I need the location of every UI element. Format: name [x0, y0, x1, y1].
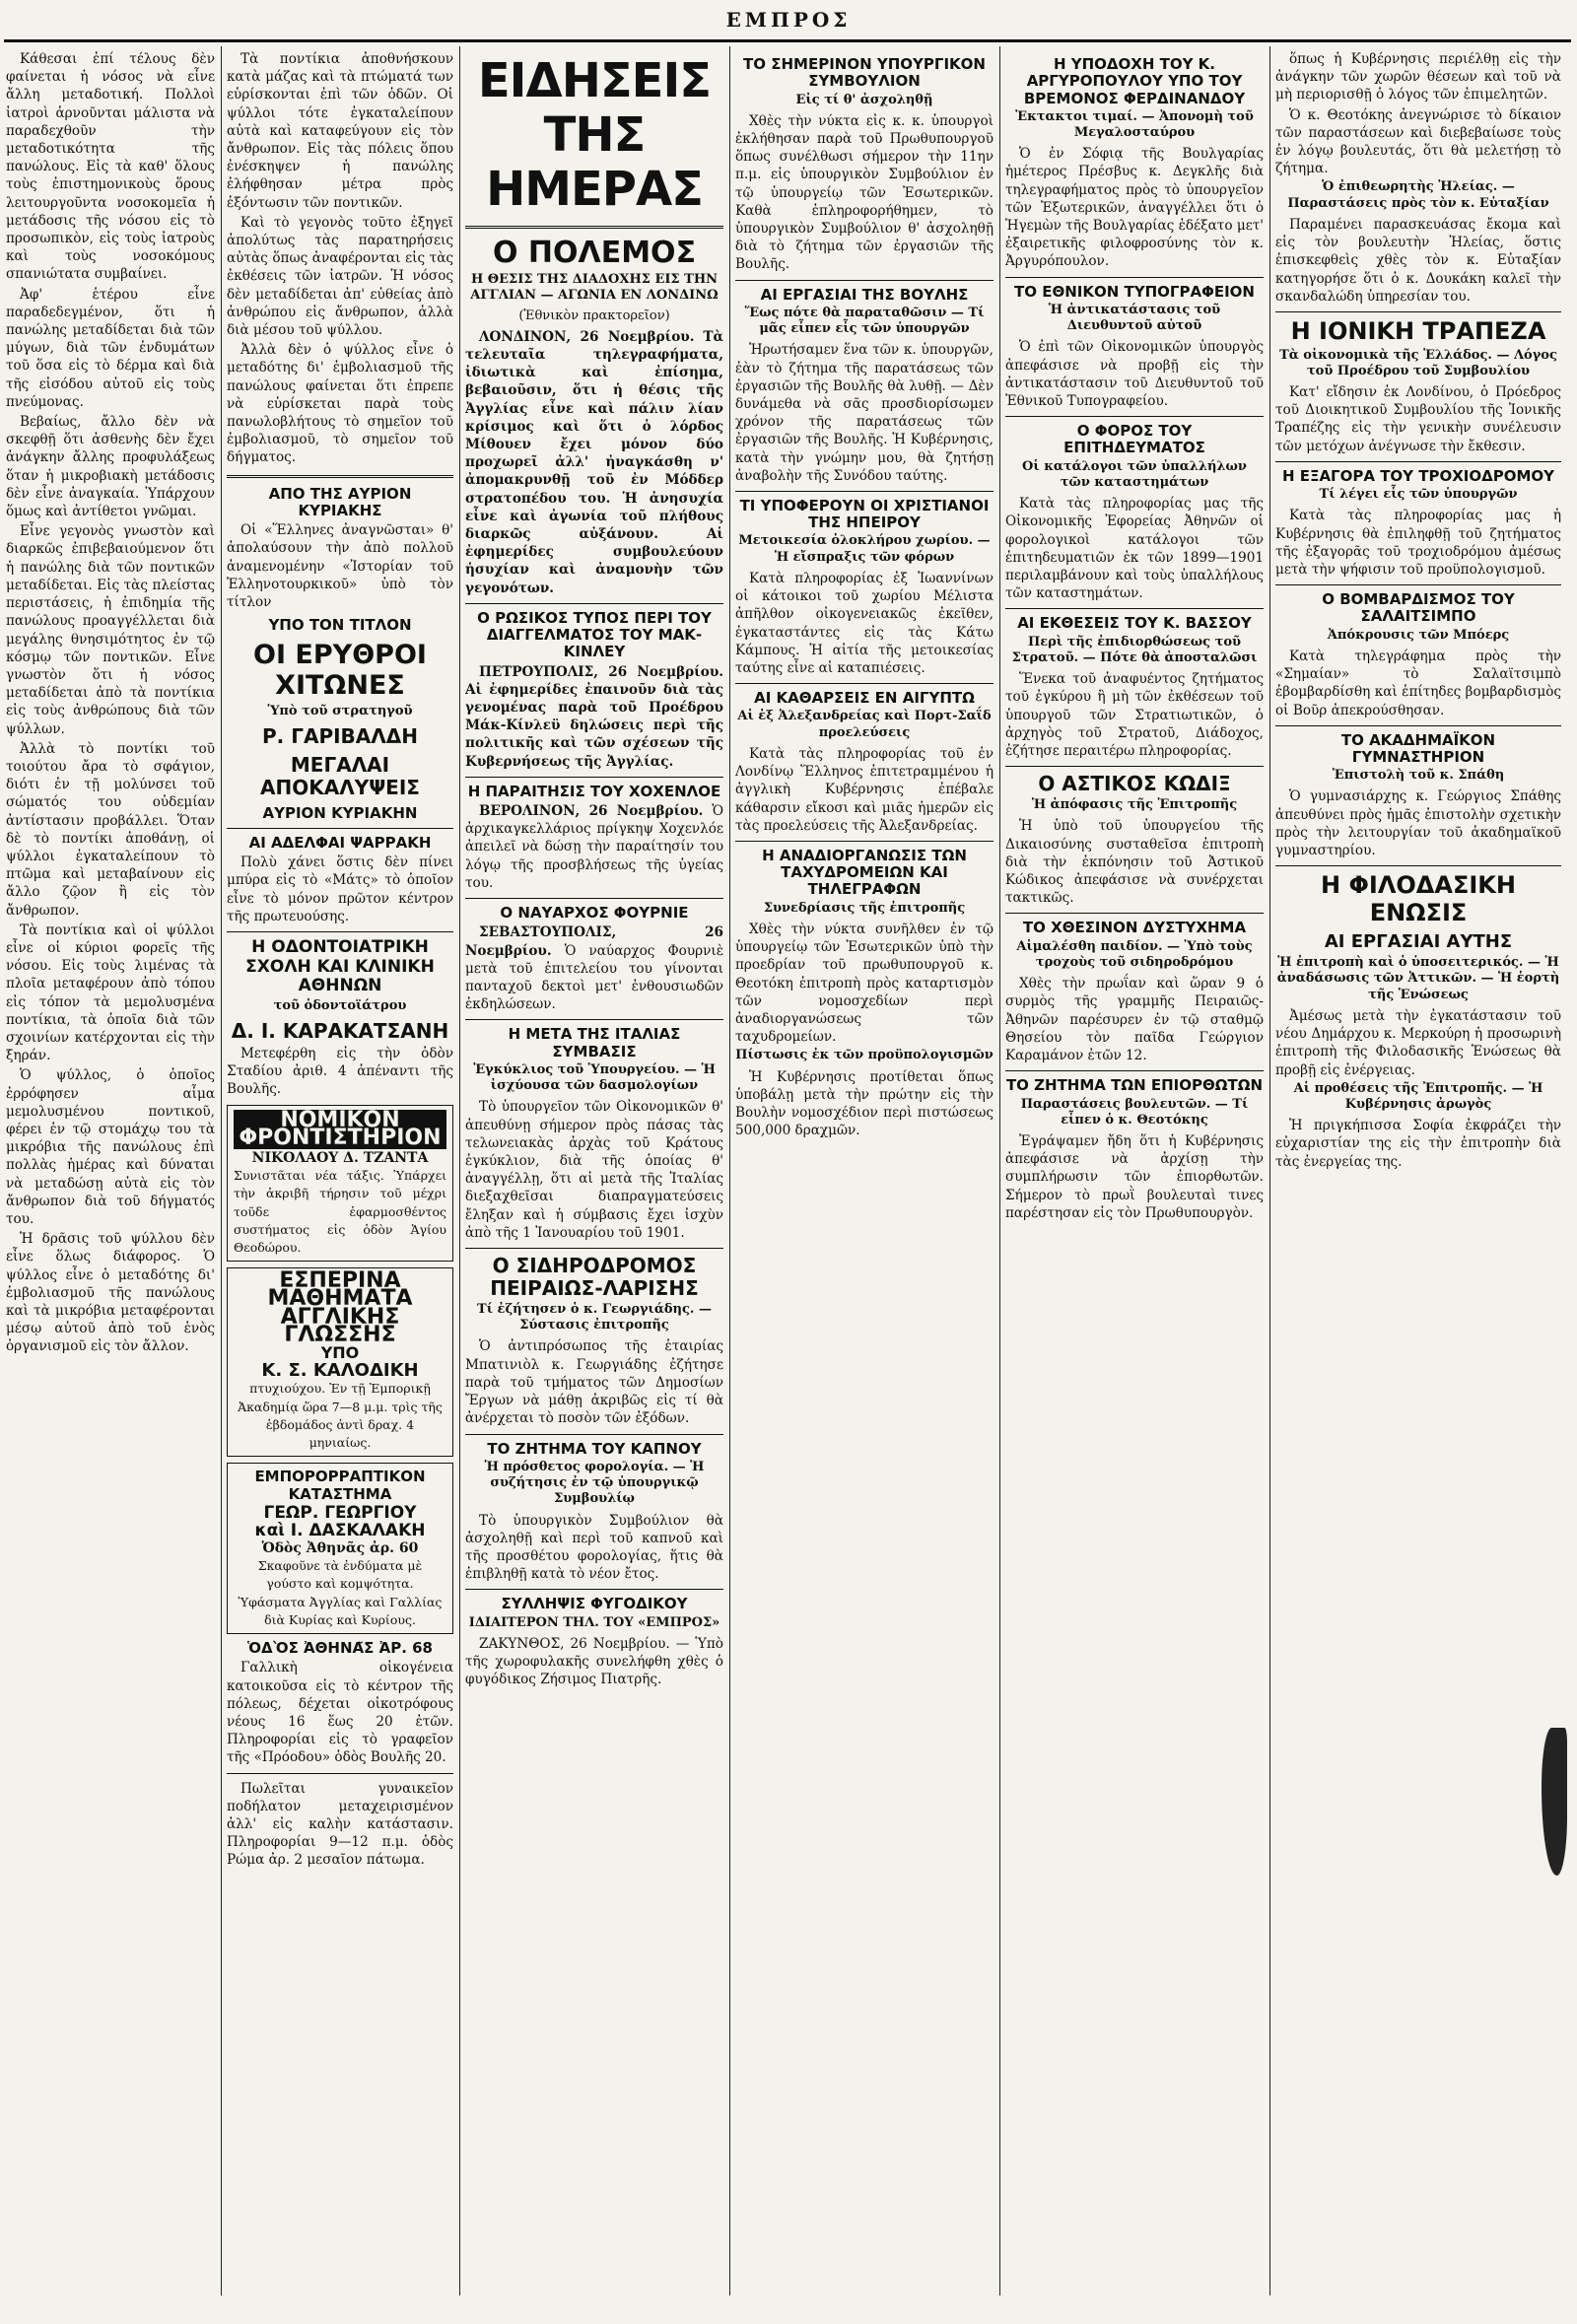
- article-subheading: Παραστάσεις βουλευτῶν. — Τί εἶπεν ὁ κ. Θεοτόκης: [1020, 1096, 1249, 1128]
- article-text: Ὁ ναύαρχος Φουρνιὲ μετὰ τοῦ ἐπιτελείου του γίνονται πανταχοῦ δεκτοὶ μετ' ἐνθουσιωδῶν ἐκδηλώσεων.: [465, 942, 723, 1013]
- ad-box: [227, 1267, 453, 1457]
- ad-heading: Η ΟΔΟΝΤΟΙΑΤΡΙΚΗ ΣΧΟΛΗ ΚΑΙ ΚΛΙΝΙΚΗ ΑΘΗΝΩΝ: [245, 937, 435, 996]
- separator: [465, 1019, 723, 1020]
- column-4: [735, 50, 994, 2291]
- article-subheading: Τὰ οἰκονομικὰ τῆς Ἑλλάδος. — Λόγος τοῦ Προέδρου τοῦ Συμβουλίου: [1279, 347, 1557, 378]
- article-paragraph: Ἀλλὰ τὸ ποντίκι τοῦ τοιούτου ἄρα τὸ σφάγιον, διότι ἐν τῇ μολύνσει τοῦ σώματός του οὐδεμίαν ἀντίστασιν προβάλλει. Ὅταν δὲ τὸ ποντίκι ἀποθάνῃ, οἱ ψύλλοι ἐγκαταλείπουν τὸ πτῶμα καὶ μεταβαίνουν εἰς ἄλλο ζῷον ἢ εἰς τὸν ἄνθρωπον.: [6, 740, 215, 919]
- separator: [735, 280, 994, 281]
- ad-text: Μετεφέρθη εἰς τὴν ὁδὸν Σταδίου ἀριθ. 4 ἀπέναντι τῆς Βουλῆς.: [227, 1045, 453, 1098]
- article-text: Ἡ Κυβέρνησις προτίθεται ὅπως ὑποβάλῃ μετὰ τὴν πρώτην εἰς τὴν Βουλὴν νομοσχέδιον περὶ πιστώσεως 500,000 δραχμῶν.: [735, 1068, 994, 1139]
- article-heading: ΤΙ ΥΠΟΦΕΡΟΥΝ ΟΙ ΧΡΙΣΤΙΑΝΟΙ ΤΗΣ ΗΠΕΙΡΟΥ: [739, 496, 990, 532]
- ad-heading: ὉΔῸΣ ἈΘΗΝΑ͂Σ ἈΡ. 68: [247, 1639, 433, 1658]
- separator: [735, 491, 994, 492]
- separator: [465, 226, 723, 229]
- article-subheading: Η ΘΕΣΙΣ ΤΗΣ ΔΙΑΔΟΧΗΣ ΕΙΣ ΤΗΝ ΑΓΓΛΙΑΝ — ΑΓΩΝΙΑ ΕΝ ΛΟΝΔΙΝΩ: [470, 272, 719, 304]
- article-subheading: Ἐπιστολὴ τοῦ κ. Σπάθη: [1332, 768, 1505, 784]
- article-heading: Η ΑΝΑΔΙΟΡΓΑΝΩΣΙΣ ΤΩΝ ΤΑΧΥΔΡΟΜΕΙΩΝ ΚΑΙ ΤΗΛΕΓΡΑΦΩΝ: [762, 846, 967, 899]
- article-subheading: ΙΔΙΑΙΤΕΡΟΝ ΤΗΛ. ΤΟΥ «ΕΜΠΡΟΣ»: [468, 1614, 720, 1630]
- separator: [465, 1248, 723, 1249]
- article-subheading: Ὁ ἐπιθεωρητὴς Ἠλείας. — Παραστάσεις πρὸς τὸν κ. Εὐταξίαν: [1287, 179, 1549, 211]
- ad-box: [227, 1105, 453, 1263]
- separator: [227, 828, 453, 829]
- separator: [465, 603, 723, 604]
- ad-heading: ΕΣΠΕΡΙΝΑ ΜΑΘΗΜΑΤΑ ΑΓΓΛΙΚΗΣ ΓΛΩΣΣΗΣ: [267, 1268, 413, 1347]
- ad-text: Γαλλικὴ οἰκογένεια κατοικοῦσα εἰς τὸ κέντρον τῆς πόλεως, δέχεται οἰκοτρόφους νέους 16 ἕως 20 ἐτῶν. Πληροφορίαι εἰς τὸ γραφεῖον τῆς «Πρόοδου» ὁδὸς Βουλῆς 20.: [227, 1660, 453, 1766]
- ad-by: ΥΠΟ: [320, 1343, 360, 1363]
- article-subheading: Περὶ τῆς ἐπιδιορθώσεως τοῦ Στρατοῦ. — Πότε θὰ ἀποσταλῶσι: [1011, 634, 1258, 665]
- article-text: Ὁ ἐν Σόφιᾳ τῆς Βουλγαρίας ἡμέτερος Πρέσβυς κ. Δεγκλῆς διὰ τηλεγραφήματος πρὸς τὸ ὑπουργεῖον τῶν Ἐξωτερικῶν, ἀναγγέλλει ὅτι ὁ Ἡγεμὼν τῆς Βουλγαρίας ἐδέξατο μετ' ἐξαιρετικῆς φιλοφροσύνης τὸν κ. Ἀργυρόπουλον.: [1005, 146, 1264, 270]
- article-text: Τὸ ὑπουργεῖον τῶν Οἰκονομικῶν θ' ἀπευθύνῃ σήμερον πρὸς πάσας τὰς τελωνειακὰς ἀρχὰς τοῦ Κράτους ἐγκύκλιον, διὰ τῆς ὁποίας θ' ἀναγγέλλῃ, ὅτι αἱ μετὰ τῆς Ἰταλίας διεξαχθεῖσαι διαπραγματεύσεις ἔληξαν καὶ ἡ σύμβασις ἔχει ἰσχὺν ἀπὸ τῆς 1 Ἰανουαρίου τοῦ 1901.: [465, 1099, 723, 1241]
- article-paragraph: Κάθεσαι ἐπί τέλους δὲν φαίνεται ἡ νόσος νὰ εἶνε ἄλλη μεταδοτική. Πολλοὶ ἰατροὶ ἀρνοῦνται μάλιστα νὰ παραδεχθοῦν τὴν μεταδοτικότητα τῆς πανώλους. Εἰς τὰ καθ' ὅλους τοὺς ἐπιστημονικοὺς ὅρους λειτουργοῦντα νοσοκομεῖα ἡ μετάδοσις τῆς νόσου εἰς τὸ προσωπικὸν, εἰς τοὺς ἰατροὺς καὶ τοὺς νοσοκόμους σπανιώτατα συμβαίνει.: [6, 51, 215, 283]
- ad-heading: ΥΠΟ ΤΟΝ ΤΙΤΛΟΝ: [268, 616, 412, 635]
- newspaper-page: [4, 39, 1571, 2299]
- article-subheading: Οἱ κατάλογοι τῶν ὑπαλλήλων τῶν καταστημάτων: [1022, 458, 1247, 490]
- article-text: Παραμένει παρασκευάσας ἔκομα καὶ εἰς τὸν βουλευτὴν Ἠλείας, ὅστις ἐπισκεφθεὶς χθὲς τὸν κ. Εὐταξίαν κατηγορήσε ὅτι ὁ κ. Δουκάκη καλεῖ τὴν σκανδαλώδη ὑπηρεσίαν του.: [1275, 216, 1561, 305]
- article-text: Ὁ ἐπὶ τῶν Οἰκονομικῶν ὑπουργὸς ἀπεφάσισε νὰ προβῇ εἰς τὴν ἀντικατάστασιν τοῦ Διευθυντοῦ τοῦ Ἐθνικοῦ Τυπογραφείου.: [1005, 339, 1264, 410]
- article-paragraph: Ἀλλὰ δὲν ὁ ψύλλος εἶνε ὁ μεταδότης δι' ἐμβολιασμοῦ τῆς πανώλους φαίνεται ὅτι ἐπρεπε νὰ εὑρίσκεται παρὰ τοὺς πανωλοβλήτους τὸ σημεῖον τοῦ ἐμβολιασμοῦ, τὸ σημεῖον τοῦ δήγματος.: [227, 342, 453, 466]
- separator: [227, 931, 453, 932]
- ad-heading: ΑΙ ΑΔΕΛΦΑΙ ΨΑΡΡΑΚΗ: [248, 834, 432, 853]
- ad-name: Κ. Σ. ΚΑΛΟΔΙΚΗ: [261, 1360, 419, 1382]
- article-heading: Η ΦΙΛΟΔΑΣΙΚΗ ΕΝΩΣΙΣ: [1321, 871, 1516, 926]
- article-text: Κατὰ τὰς πληροφορίας μας τῆς Οἰκονομικῆς Ἐφορείας Ἀθηνῶν οἱ φορολογικοὶ κατάλογοι τῶν ἐπιτηδευματιῶν ἐκ τῶν 1899—1901 περιλαμβάνουν καὶ τοὺς ὑπαλλήλους τῶν καταστημάτων.: [1005, 496, 1264, 602]
- article-text: Ἐγράψαμεν ἤδη ὅτι ἡ Κυβέρνησις ἀπεφάσισε νὰ ἀρχίσῃ τὴν συμπλήρωσιν τῶν ἐπιορθωτῶν. Σήμερον τὸ πρωῒ βουλευταὶ τινες παρέστησαν εἰς τὸν Πρωθυπουργὸν.: [1005, 1133, 1264, 1221]
- serial-title: ΟΙ ΕΡΥΘΡΟΙ ΧΙΤΩΝΕΣ: [253, 640, 427, 702]
- separator: [1005, 277, 1264, 278]
- article-source: (Ἐθνικὸν πρακτορεῖον): [518, 308, 670, 323]
- article-text: Κατ' εἴδησιν ἐκ Λονδίνου, ὁ Πρόεδρος τοῦ Διοικητικοῦ Συμβουλίου τῆς Ἰονικῆς Τραπέζης εἰς τὴν γενικὴν συνέλευσιν τῶν μετόχων ἀνέγνωσε τὴν ἔκθεσιν.: [1275, 384, 1561, 454]
- article-text: Ὁ γυμνασιάρχης κ. Γεώργιος Σπάθης ἀπευθύνει πρὸς ἡμᾶς ἐπιστολὴν σχετικὴν πρὸς τὴν λειτουργίαν τοῦ ἀκαδημαϊκοῦ γυμναστηρίου.: [1275, 788, 1561, 859]
- article-heading: ΤΟ ΑΚΑΔΗΜΑΪΚΟΝ ΓΥΜΝΑΣΤΗΡΙΟΝ: [1340, 730, 1496, 766]
- article-text: ὅπως ἡ Κυβέρνησις περιέλθῃ εἰς τὴν ἀνάγκην τῶν χωρῶν θέσεων καὶ τοῦ νὰ μὴ περιορισθῇ ὁ λόγος τῶν ἐπιμελητῶν.: [1275, 51, 1561, 103]
- separator: [1275, 311, 1561, 312]
- serial-author: Ρ. ΓΑΡΙΒΑΛΔΗ: [262, 723, 418, 748]
- article-heading: Ο ΝΑΥΑΡΧΟΣ ΦΟΥΡΝΙΕ: [500, 904, 689, 923]
- ad-name: ΓΕΩΡ. ΓΕΩΡΓΙΟΥ: [263, 1502, 417, 1523]
- separator: [1005, 913, 1264, 914]
- ad-box: [227, 1463, 453, 1634]
- article-subheading: Ἡ ἀντικατάστασις τοῦ Διευθυντοῦ αὐτοῦ: [1048, 302, 1221, 334]
- separator: [1275, 461, 1561, 462]
- article-heading: Ο ΒΟΜΒΑΡΔΙΣΜΟΣ ΤΟΥ ΣΑΛΑΙΤΣΙΜΠΟ: [1322, 590, 1515, 626]
- masthead: ΕΜΠΡΟΣ: [725, 8, 852, 32]
- column-rule: [729, 46, 730, 2295]
- article-heading: ΑΙ ΕΚΘΕΣΕΙΣ ΤΟΥ Κ. ΒΑΣΣΟΥ: [1017, 614, 1252, 633]
- separator: [465, 898, 723, 899]
- article-text: Ἠρωτήσαμεν ἕνα τῶν κ. ὑπουργῶν, ἐὰν τὸ ζήτημα τῆς παρατάσεως τῶν ἐργασιῶν τῆς Βουλῆς θὰ λυθῇ. — Δὲν δυνάμεθα νὰ σᾶς προσδιορίσωμεν χρόνον τῆς παρατάσεως τῶν ἐργασιῶν τῆς Βουλῆς. Ἡ Κυβέρνησις, κατὰ τὴν γνώμην μου, θὰ ζητήσῃ ἀναβολὴν τῆς Συνόδου ταύτης.: [735, 342, 994, 484]
- article-subheading: Συνεδρίασις τῆς ἐπιτροπῆς: [763, 900, 966, 916]
- article-subheading: Αἱ προθέσεις τῆς Ἐπιτροπῆς. — Ἡ Κυβέρνησις ἀρωγὸς: [1293, 1080, 1543, 1112]
- article-heading: Η ΥΠΟΔΟΧΗ ΤΟΥ Κ. ΑΡΓΥΡΟΠΟΥΛΟΥ ΥΠΟ ΤΟΥ ΒΡΕΜΟΝΟΣ ΦΕΡΔΙΝΑΝΔΟΥ: [1023, 55, 1246, 107]
- article-text: Τὸ ὑπουργικὸν Συμβούλιον θὰ ἀσχοληθῇ καὶ περὶ τοῦ καπνοῦ καὶ τῆς προσθέτου φορολογίας, ἥτις θὰ ἐπιβληθῇ κατὰ τὸ νέον ἔτος.: [465, 1512, 723, 1583]
- article-paragraph: Τὰ ποντίκια καὶ οἱ ψύλλοι εἶνε οἱ κύριοι φορεῖς τῆς νόσου. Εἰς τοὺς λιμένας τὰ πλοῖα μεταφέρουν ἀπὸ τόπου εἰς τόπον τὰ μεμολυσμένα ποντίκια, τὰ ὁποῖα διὰ τῶν σχοινίων κατέρχονται εἰς τὴν ξηράν.: [6, 922, 215, 1064]
- article-paragraph: Τὰ ποντίκια ἀποθνήσκουν κατὰ μάζας καὶ τὰ πτώματά των εὑρίσκονται ἐπὶ τῶν ὁδῶν. Οἱ ψύλλοι τότε ἐγκαταλείπουν αὐτὰ καὶ καταφεύγουν εἰς τὸν ἄνθρωπον. Εἰς τὰς πόλεις ὅπου ἐνέσκηψεν ἡ πανώλης ἐλήφθησαν μέτρα πρὸς ἐξόντωσιν τῶν ποντικῶν.: [227, 51, 453, 211]
- article-text: Ὁ ἀρχικαγκελλάριος πρίγκηψ Χοχενλόε ἀπειλεῖ νὰ δώσῃ τὴν παραίτησίν του λόγῳ τῆς προσβλήσεως τῆς ὑγείας του.: [465, 803, 723, 891]
- separator: [1275, 725, 1561, 726]
- dateline: ΣΕΒΑΣΤΟΥΠΟΛΙΣ, 26 Νοεμβρίου.: [465, 924, 723, 959]
- article-subheading: Ἐκτακτοι τιμαί. — Ἀπονομὴ τοῦ Μεγαλοσταύρου: [1015, 108, 1254, 140]
- article-subheading: Εἰς τί θ' ἀσχοληθῇ: [795, 92, 933, 107]
- column-3: [465, 50, 723, 2291]
- serial-when: ΑΥΡΙΟΝ ΚΥΡΙΑΚΗΝ: [262, 803, 418, 822]
- column-rule: [999, 46, 1000, 2295]
- article-heading: Ο ΦΟΡΟΣ ΤΟΥ ΕΠΙΤΗΔΕΥΜΑΤΟΣ: [1063, 422, 1205, 457]
- article-heading: Ο ΡΩΣΙΚΟΣ ΤΥΠΟΣ ΠΕΡΙ ΤΟΥ ΔΙΑΓΓΕΛΜΑΤΟΣ ΤΟΥ ΜΑΚ-ΚΙΝΛΕΥ: [477, 608, 712, 661]
- column-1: [6, 50, 215, 2291]
- article-subheading: Ἡ ἐπιτροπὴ καὶ ὁ ὑποσειτερικός. — Ἡ ἀναδάσωσις τῶν Ἀττικῶν. — Ἡ ἑορτὴ τῆς Ἑνώσεως: [1276, 955, 1560, 1002]
- article-paragraph: Βεβαίως, ἄλλο δὲν νὰ σκεφθῇ ὅτι ἀσθενὴς δὲν ἔχει ἀνάγκην ἄλλης προφυλάξεως ὅταν ἡ μικροβιακὴ μετάδοσις δὲν εἶνε ἀναγκαία. Ὑπάρχουν ὅμως καὶ ἀντίθετοι γνῶμαι.: [6, 414, 215, 520]
- article-heading: ΑΙ ΕΡΓΑΣΙΑΙ ΑΥΤΗΣ: [1324, 931, 1513, 953]
- ad-text: Οἱ «Ἕλληνες ἀναγνῶσται» θ' ἀπολαύσουν τὴν ἀπὸ πολλοῦ ἀναμενομένην «Ἱστορίαν τοῦ Ἑλληνοτουρκικοῦ» ὑπὸ τὸν τίτλον: [227, 522, 453, 610]
- article-text: Ἡ ὑπὸ τοῦ ὑπουργείου τῆς Δικαιοσύνης συσταθεῖσα ἐπιτροπὴ διὰ τὴν ἐκπόνησιν τοῦ Ἀστικοῦ Κώδικος ἀπεφάσισε νὰ συνέρχεται τακτικῶς.: [1005, 818, 1264, 907]
- article-heading: ΑΙ ΚΑΘΑΡΣΕΙΣ ΕΝ ΑΙΓΥΠΤΩ: [754, 689, 975, 708]
- ad-text: Σκαφοῦνε τὰ ἐνδύματα μὲ γούστο καὶ κομψότητα. Ὑφάσματα Ἀγγλίας καὶ Γαλλίας διὰ Κυρίας καὶ Κυρίους.: [238, 1558, 443, 1627]
- article-heading: Η ΠΑΡΑΙΤΗΣΙΣ ΤΟΥ ΧΟΧΕΝΛΟΕ: [467, 782, 721, 800]
- separator: [1005, 1070, 1264, 1071]
- article-text: Αἱ ἐφημερίδες ἐπαινοῦν διὰ τὰς γενομένας παρὰ τοῦ Προέδρου Μάκ-Κίνλεϋ δηλώσεις περὶ τῆς πολιτικῆς καὶ τῶν σχέσεων τῆς Κυβερνήσεως τῆς Ἀγγλίας.: [465, 681, 723, 770]
- separator: [227, 475, 453, 478]
- ad-text: Συνιστᾶται νέα τάξις. Ὑπάρχει τὴν ἀκριβῆ τήρησιν τοῦ μέχρι τοῦδε ἐφαρμοσθέντος συστήματος εἰς ὁδὸν Ἁγίου Θεοδώρου.: [234, 1168, 446, 1256]
- article-heading: ΣΥΛΛΗΨΙΣ ΦΥΓΟΔΙΚΟΥ: [501, 1595, 688, 1613]
- article-heading: ΤΟ ΣΗΜΕΡΙΝΟΝ ΥΠΟΥΡΓΙΚΟΝ ΣΥΜΒΟΥΛΙΟΝ: [743, 55, 986, 91]
- article-text: Ὁ κ. Θεοτόκης ἀνεγνώρισε τὸ δίκαιον τῶν παραστάσεων καὶ διεβεβαίωσε τοὺς ἐν λόγῳ βουλευτάς, ὅτι θὰ μελετήσῃ τὸ ζήτημα.: [1275, 106, 1561, 177]
- article-text: Κατὰ πληροφορίας ἐξ Ἰωαννίνων οἱ κάτοικοι τοῦ χωρίου Μέλιστα ἀπῆλθον οἰκογενειακῶς ἐκεῖθεν, ἐγκαταστάντες εἰς τὰς Κάτω Κάμπους. Ἡ αἰτία τῆς μετοικεσίας ταύτης εἶνε αἱ καταπιέσεις.: [735, 570, 994, 676]
- news-banner: ΕΙΔΗΣΕΙΣ ΤΗΣ ΗΜΕΡΑΣ: [477, 53, 712, 218]
- article-paragraph: Ἀφ' ἑτέρου εἶνε παραδεδεγμένον, ὅτι ἡ πανώλης μεταδίδεται διὰ τῶν μύγων, διὰ τῶν ἐνδυμάτων τοῦ ὅσα εἰς τὸ δέρμα καὶ διὰ τῆς εἰσόδου αὐτοῦ εἰς τοὺς πνεύμονας.: [6, 286, 215, 410]
- article-text: Χθὲς τὴν νύκτα συνῆλθεν ἐν τῷ ὑπουργείῳ τῶν Ἐσωτερικῶν ὑπὸ τὴν προεδρίαν τοῦ πρωθυπουργοῦ κ. Θεοτόκη ἐπιτροπὴ πρὸς καταρτισμὸν τῶν νομοσχεδίων περὶ ἀναδιοργανώσεως τῶν ταχυδρομείων.: [735, 921, 994, 1046]
- article-subheading: Ἐγκύκλιος τοῦ Ὑπουργείου. — Ἡ ἰσχύουσα τῶν δασμολογίων: [473, 1061, 716, 1094]
- separator: [1005, 608, 1264, 609]
- dateline: ΠΕΤΡΟΥΠΟΛΙΣ, 26 Νοεμβρίου.: [479, 663, 723, 680]
- article-text: Χθὲς τὴν πρωΐαν καὶ ὥραν 9 ὁ συρμὸς τῆς γραμμῆς Πειραιῶς-Ἀθηνῶν παρέσυρεν ἐν τῷ σταθμῷ Θησείου τὸν παῖδα Γεώργιον Καραμάνον ἐτῶν 12.: [1005, 976, 1264, 1064]
- article-text: Χθὲς τὴν νύκτα εἰς κ. κ. ὑπουργοὶ ἐκλήθησαν παρὰ τοῦ Πρωθυπουργοῦ ὅπως συνέλθωσι σήμερον τὴν 11ην π.μ. εἰς ὑπουργικὸν Συμβούλιον ἐν τῷ ὑπουργείῳ τῶν Ἐσωτερικῶν. Καθὰ ἐπληροφορήθημεν, τὸ ὑπουργικὸν Συμβούλιον θ' ἀσχοληθῇ διὰ τὸ ζήτημα τῶν ἐργασιῶν τῆς Βουλῆς.: [735, 112, 994, 273]
- article-heading: ΤΟ ΧΘΕΣΙΝΟΝ ΔΥΣΤΥΧΗΜΑ: [1022, 919, 1247, 937]
- article-heading: ΤΟ ΕΘΝΙΚΟΝ ΤΥΠΟΓΡΑΦΕΙΟΝ: [1014, 282, 1255, 301]
- article-heading: Η ΙΟΝΙΚΗ ΤΡΑΠΕΖΑ: [1290, 316, 1546, 345]
- ad-address: Ὁδὸς Ἀθηνᾶς ἀρ. 60: [261, 1540, 419, 1557]
- article-heading: Η ΜΕΤΑ ΤΗΣ ΙΤΑΛΙΑΣ ΣΥΜΒΑΣΙΣ: [508, 1025, 681, 1060]
- article-paragraph: Καὶ τὸ γεγονὸς τοῦτο ἐξηγεῖ ἀπολύτως τὰς παρατηρήσεις αὐτὰς ὅπως ἀναφέρονται εἰς τὰς ἐκθέσεις τῶν ἰατρῶν. Ἡ νόσος δὲν μεταδίδεται ἀπ' εὐθείας ἀπὸ ἀνθρώπου εἰς ἄνθρωπον, ἀλλὰ διὰ μέσου τοῦ ψύλλου.: [227, 214, 453, 339]
- article-text: Ὁ ἀντιπρόσωπος τῆς ἑταιρίας Μπατινιὸλ κ. Γεωργιάδης ἐζήτησε παρὰ τοῦ τμήματος τῶν Δημοσίων Ἔργων νὰ μάθῃ ἀκριβῶς εἰς τί θὰ ἀνέρχεται τὸ ποσὸν τῶν ἐξόδων.: [465, 1338, 723, 1427]
- separator: [1275, 865, 1561, 866]
- separator: [1005, 416, 1264, 417]
- article-text: Κατὰ τηλεγράφημα πρὸς τὴν «Σημαίαν» τὸ Σαλαϊτσιμπὸ ἐβομβαρδίσθη καὶ ἐπίτηδες βομβαρδισμὸς οἱ Βοῦρ ἀπεκρούσθησαν.: [1275, 648, 1561, 718]
- column-2: [227, 50, 453, 2291]
- serial-author-note: Ὑπὸ τοῦ στρατηγοῦ: [267, 703, 413, 718]
- article-heading: ΤΟ ΖΗΤΗΜΑ ΤΩΝ ΕΠΙΟΡΘΩΤΩΝ: [1005, 1076, 1264, 1095]
- article-paragraph: Ὁ ψύλλος, ὁ ὁποῖος ἐρρόφησεν αἷμα μεμολυσμένου ποντικοῦ, φέρει ἐν τῷ στομάχῳ του τὰ μικρόβια τῆς πανώλους ἐπὶ πολλὰς ἡμέρας καὶ δύναται νὰ μεταδώσῃ αὐτὰ εἰς τὸν ἄνθρωπον διὰ τοῦ δήγματός του.: [6, 1067, 215, 1227]
- dateline: ΒΕΡΟΛΙΝΟΝ, 26 Νοεμβρίου.: [479, 803, 704, 820]
- article-heading: Η ΕΞΑΓΟΡΑ ΤΟΥ ΤΡΟΧΙΟΔΡΟΜΟΥ: [1281, 466, 1555, 485]
- article-subheading: Αἱμαλέσθη παιδίον. — Ὑπὸ τοὺς τροχοὺς τοῦ σιδηροδρόμου: [1016, 938, 1253, 970]
- article-text: Ἀμέσως μετὰ τὴν ἐγκατάστασιν τοῦ νέου Δημάρχου κ. Μερκούρη ἡ προσωρινὴ ἐπιτροπὴ τῆς Φιλοδασικῆς Ἑνώσεως θὰ προβῇ εἰς ἐνέργειας.: [1275, 1007, 1561, 1078]
- separator: [465, 777, 723, 778]
- dateline: ΛΟΝΔΙΝΟΝ, 26 Νοεμβρίου.: [479, 328, 695, 345]
- article-subheading: Ἀπόκρουσις τῶν Μπόερς: [1327, 627, 1510, 643]
- article-text: Ἕνεκα τοῦ ἀναφυέντος ζητήματος τοῦ ἐγκύρου ἢ μὴ τῶν ἐκθέσεων τοῦ ὑπουργοῦ τῶν Στρατιωτικῶν, ὁ ἀρχηγὸς τοῦ Στρατοῦ, Διάδοχος, ἐζήτησε περαιτέρω πληροφορίας.: [1005, 671, 1264, 760]
- column-rule: [221, 46, 222, 2295]
- article-subheading: Τί ἐζήτησεν ὁ κ. Γεωργιάδης. — Σύστασις ἐπιτροπῆς: [477, 1301, 712, 1333]
- article-heading: ΤΟ ΖΗΤΗΜΑ ΤΟΥ ΚΑΠΝΟΥ: [487, 1439, 702, 1458]
- article-text: Τὰ τελευταῖα τηλεγραφήματα, ἰδιωτικὰ καὶ ἐπίσημα, βεβαιοῦσιν, ὅτι ἡ θέσις τῆς Ἀγγλίας εἶνε καὶ πάλιν λίαν κρίσιμος καὶ ὅτι ὁ λόρδος Μίθουεν ἔχει μόνον δύο προχωρεῖ ἀλλ' ἠναγκάσθη ν' ἀπομακρυνθῇ τοῦ ἐν Μόδδερ στρατοπέδου του. Ἡ ἀνησυχία εἶνε καὶ ἀγωνία τοῦ πλήθους διαρκῶς αὐξάνουν. Αἱ ἐφημερίδες συμβουλεύουν ἡσυχίαν καὶ ἀναμονὴν τῶν γεγονότων.: [465, 328, 723, 596]
- separator: [1005, 766, 1264, 767]
- article-heading: Ο ΑΣΤΙΚΟΣ ΚΩΔΙΞ: [1038, 772, 1231, 796]
- separator: [1275, 584, 1561, 585]
- ad-subheading: τοῦ ὀδοντοϊάτρου: [273, 997, 407, 1013]
- column-6: [1275, 50, 1561, 2291]
- ad-heading: ΕΜΠΟΡΟΡΡΑΠΤΙΚΟΝ ΚΑΤΑΣΤΗΜΑ: [254, 1468, 426, 1504]
- ad-text: Πολὺ χάνει ὅστις δὲν πίνει μπύρα εἰς τὸ «Μάτς» τὸ ὁποῖον εἶνε τὸ μόνον πρῶτον κέντρον τῆς πρωτευούσης.: [227, 854, 453, 924]
- article-subheading: Ἕως πότε θὰ παραταθῶσιν — Τί μᾶς εἶπεν εἷς τῶν ὑπουργῶν: [744, 305, 985, 337]
- article-subheading: Μετοικεσία ὁλοκλήρου χωρίου. — Ἡ εἴσπραξις τῶν φόρων: [738, 533, 991, 565]
- article-text: Κατὰ τὰς πληροφορίας τοῦ ἐν Λονδίνῳ Ἕλληνος ἐπιτετραμμένου ἡ ἀγγλικὴ Κυβέρνησις ἐπέβαλε κάθαρσιν εἴκοσι καὶ μιᾶς ἡμερῶν εἰς τὰς προελεύσεις τῆς Ἀλεξανδρείας.: [735, 745, 994, 834]
- ad-heading: ΑΠΟ ΤΗΣ ΑΥΡΙΟΝ ΚΥΡΙΑΚΗΣ: [268, 484, 412, 519]
- separator: [735, 683, 994, 684]
- article-subheading: Πίστωσις ἐκ τῶν προϋπολογισμῶν: [735, 1048, 994, 1063]
- article-text: Κατὰ τὰς πληροφορίας μας ἡ Κυβέρνησις θὰ ἐπιληφθῇ τοῦ ζητήματος τῆς ἐξαγορᾶς τοῦ τροχιοδρόμου ἀμέσως μετὰ τὴν ψήφισιν τοῦ προϋπολογισμοῦ.: [1275, 508, 1561, 578]
- article-heading: Ο ΣΙΔΗΡΟΔΡΟΜΟΣ ΠΕΙΡΑΙΩΣ-ΛΑΡΙΣΗΣ: [490, 1253, 699, 1300]
- serial-tagline: ΜΕΓΑΛΑΙ ΑΠΟΚΑΛΥΨΕΙΣ: [260, 752, 420, 799]
- article-subheading: Ἡ πρόσθετος φορολογία. — Ἡ συζήτησις ἐν τῷ ὑπουργικῷ Συμβουλίῳ: [484, 1459, 705, 1507]
- article-text: Ἡ πριγκήπισσα Σοφία ἐκφράζει τὴν εὐχαριστίαν της εἰς τὴν ἐπιτροπὴν διὰ τὰς ἐνεργείας της.: [1275, 1118, 1561, 1170]
- column-rule: [1269, 46, 1270, 2295]
- article-text: ΖΑΚΥΝΘΟΣ, 26 Νοεμβρίου. — Ὑπὸ τῆς χωροφυλακῆς συνελήφθη χθὲς ὁ φυγόδικος Ζήσιμος Πιατρῆς.: [465, 1635, 723, 1688]
- ad-heading: ΝΟΜΙΚΟΝ ΦΡΟΝΤΙΣΤΗΡΙΟΝ: [234, 1110, 446, 1149]
- separator: [465, 1434, 723, 1435]
- article-paragraph: Ἡ δρᾶσις τοῦ ψύλλου δὲν εἶνε ὅλως διάφορος. Ὁ ψύλλος εἶνε ὁ μεταδότης δι' ἐμβολιασμοῦ τῆς πανώλους καὶ τὰ μικρόβια μεταφέρονται μέσῳ αὐτοῦ ἀπὸ τοῦ ἑνὸς ὀργανισμοῦ εἰς τὸν ἄλλον.: [6, 1231, 215, 1355]
- ad-text: πτυχιούχου. Ἐν τῇ Ἐμπορικῇ Ἀκαδημίᾳ ὥρα 7—8 μ.μ. τρὶς τῆς ἑβδομάδος ἀντὶ δραχ. 4 μηνιαίως.: [238, 1381, 443, 1451]
- column-rule: [459, 46, 460, 2295]
- article-subheading: Ἡ ἀπόφασις τῆς Ἐπιτροπῆς: [1031, 797, 1238, 813]
- article-subheading: Αἱ ἐξ Ἀλεξανδρείας καὶ Πορτ-Σαΐδ προελεύσεις: [737, 709, 992, 740]
- article-paragraph: Εἶνε γεγονὸς γνωστὸν καὶ διαρκῶς ἐπιβεβαιούμενον ὅτι ἡ πανώλης διὰ τῶν ποντικῶν μεταδίδεται. Εἰς τὰς πλείστας περιστάσεις, ἡ ἐπιδημία τῆς πανώλους προαγγέλλεται διὰ μεγάλης θνησιμότητος ἐν τῷ κόσμῳ τῶν ποντικῶν. Εἶνε γνωστὸν ὅτι ἡ νόσος μεταδίδεται ἀπὸ τὰ ποντίκια εἰς τοὺς ἀνθρώπους διὰ τῶν ψύλλων.: [6, 523, 215, 737]
- ad-name: Δ. Ι. ΚΑΡΑΚΑΤΣΑΝΗ: [231, 1018, 449, 1043]
- ad-name: ΝΙΚΟΛΑΟΥ Δ. ΤΖΑΝΤΑ: [251, 1150, 429, 1166]
- article-heading: Ο ΠΟΛΕΜΟΣ: [492, 235, 697, 270]
- ad-text: Πωλεῖται γυναικεῖον ποδήλατον μεταχειρισμένον ἀλλ' εἰς καλὴν κατάστασιν. Πληροφορίαι 9—12 π.μ. ὁδὸς Ρώμα ἀρ. 2 μεσαῖον πάτωμα.: [227, 1780, 453, 1869]
- separator: [227, 1773, 453, 1774]
- article-heading: ΑΙ ΕΡΓΑΣΙΑΙ ΤΗΣ ΒΟΥΛΗΣ: [760, 285, 969, 304]
- ad-name: καὶ Ι. ΔΑΣΚΑΛΑΚΗ: [254, 1520, 426, 1540]
- separator: [735, 841, 994, 842]
- column-5: [1005, 50, 1264, 2291]
- separator: [465, 1589, 723, 1590]
- article-subheading: Τί λέγει εἷς τῶν ὑπουργῶν: [1319, 487, 1518, 503]
